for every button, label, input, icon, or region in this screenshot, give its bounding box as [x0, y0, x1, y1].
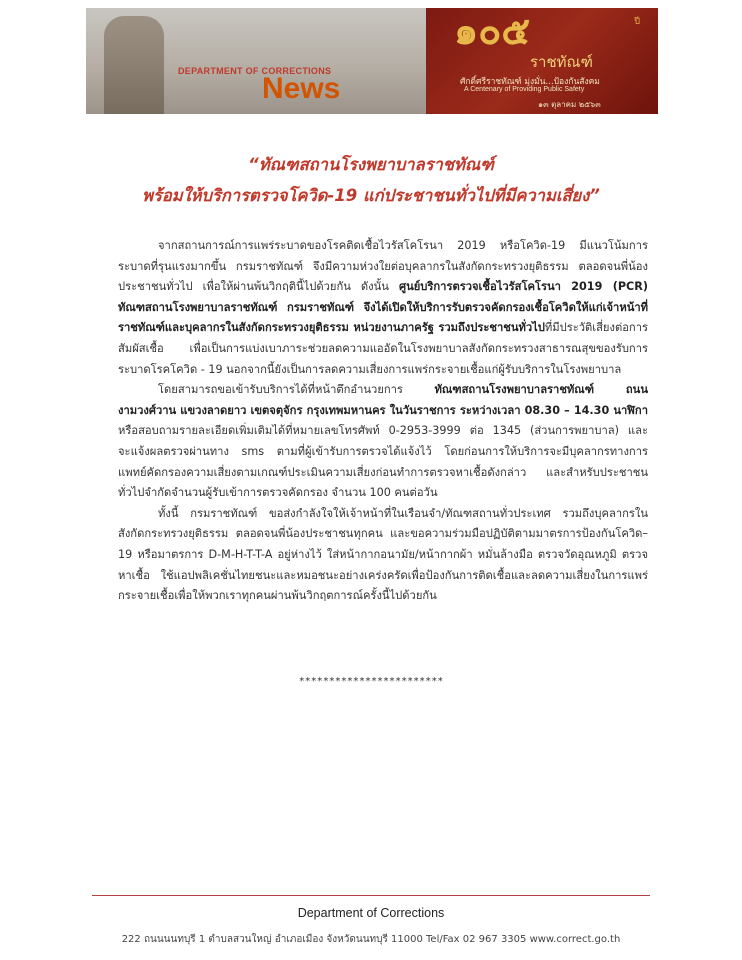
footer-address: 222 ถนนนนทบุรี 1 ตำบลสวนใหญ่ อำเภอเมือง จังหวัดนนทบุรี 11000 Tel/Fax 02 967 3305 www.correct.go.th: [121, 934, 621, 945]
headline-line-1: “ทัณฑสถานโรงพยาบาลราชทัณฑ์: [248, 155, 494, 174]
motto: ศักดิ์ศรีราชทัณฑ์ มุ่งมั่น...ป้องกันสังคม: [460, 77, 600, 87]
centenary-tagline: A Centenary of Providing Public Safety: [464, 86, 585, 93]
header-banner: [86, 8, 658, 114]
footer-divider: [92, 895, 650, 896]
footer-department: Department of Corrections: [297, 906, 445, 920]
paragraph-2: [118, 380, 648, 504]
banner-date: ๑๓ ตุลาคม ๒๕๖๓: [538, 100, 601, 109]
anniversary-logo: [426, 8, 658, 114]
p2-rest: หรือสอบถามรายละเอียดเพิ่มเติมได้ที่หมายเลขโทรศัพท์ 0-2953-3999 ต่อ 1345 (ส่วนการพยาบาล) และจะแจ้งผลตรวจผ่านทาง sms ตามที่ผู้เข้ารับการตรวจได้แจ้งไว้ โดยก่อนการให้บริการจะมีบุคลากรทางการแพทย์คัดกรองความเสี่ยงตามเกณฑ์ประเมินความเสี่ยงก่อนทำการตรวจหาเชื้อดังกล่าว และสำหรับประชาชนทั่วไปจำกัดจำนวนผู้รับเข้าการตรวจคัดกรอง จำนวน 100 คนต่อวัน: [118, 424, 648, 500]
news-banner: [86, 8, 426, 114]
headline-line-2: พร้อมให้บริการตรวจโควิด-19 แก่ประชาชนทั่วไปที่มีความเสี่ยง”: [142, 186, 600, 205]
anniversary-number: ๑๐๕: [454, 8, 531, 53]
paragraph-3: ทั้งนี้ กรมราชทัณฑ์ ขอส่งกำลังใจให้เจ้าหน้าที่ในเรือนจำ/ทัณฑสถานทั่วประเทศ รวมถึงบุคลากรในสังกัดกระทรวงยุติธรรม ตลอดจนพี่น้องประชาชนทุกคน และขอความร่วมมือปฏิบัติตามมาตรการป้องกันโควิด–19 หรือมาตรการ D-M-H-T-T-A อยู่ห่างไว้ ใส่หน้ากากอนามัย/หน้ากากผ้า หมั่นล้างมือ ตรวจวัดอุณหภูมิ ตรวจหาเชื้อ ใช้แอปพลิเคชั่นไทยชนะและหมอชนะอย่างเคร่งครัดเพื่อป้องกันการติดเชื้อและลดความเสี่ยงในการแพร่กระจายเชื้อเพื่อให้พวกเราทุกคนผ่านพ้นวิกฤตการณ์ครั้งนี้ไปด้วยกัน: [118, 506, 648, 603]
article-body: [118, 236, 648, 607]
anniversary-superscript: ปี: [634, 17, 640, 27]
p2-bold: ทัณฑสถานโรงพยาบาลราชทัณฑ์ ถนนงามวงศ์วาน แขวงลาดยาว เขตจตุจักร กรุงเทพมหานคร ในวันราชการ ระหว่างเวลา 08.30 – 14.30 นาฬิกา: [118, 383, 648, 417]
p1-rest: ที่มีประวัติเสี่ยงต่อการสัมผัสเชื้อ เพื่อเป็นการแบ่งเบาภาระช่วยลดความแออัดในโรงพยาบาลสังกัดกระทรวงสาธารณสุขของรับการระบาดโรคโควิด - 19 นอกจากนี้ยังเป็นการลดความเสี่ยงการแพร่กระจายเชื้อแก่ผู้รับบริการในโรงพยาบาล: [118, 321, 648, 376]
org-name: ราชทัณฑ์: [530, 53, 593, 71]
separator: ************************: [298, 676, 444, 687]
paragraph-1: [118, 236, 648, 380]
p1-bold: ศูนย์บริการตรวจเชื้อไวรัสโคโรนา 2019 (PCR) ทัณฑสถานโรงพยาบาลราชทัณฑ์ กรมราชทัณฑ์ จึงได้เปิดให้บริการรับตรวจคัดกรองเชื้อโควิดให้แก่เจ้าหน้าที่ราชทัณฑ์และบุคลากรในสังกัดกระทรวงยุติธรรม หน่วยงานภาครัฐ รวมถึงประชาชนทั่วไป: [118, 280, 648, 335]
p1-intro: จากสถานการณ์การแพร่ระบาดของโรคติดเชื้อไวรัสโคโรนา 2019 หรือโควิด-19 มีแนวโน้มการระบาดที่รุนแรงมากขึ้น กรมราชทัณฑ์ จึงมีความห่วงใยต่อบุคลากรในสังกัดกระทรวงยุติธรรม ตลอดจนพี่น้องประชาชนทั่วไป เพื่อให้ผ่านพ้นวิกฤตินี้ไปด้วยกัน ดังนั้น: [118, 239, 648, 294]
banner-department: DEPARTMENT OF CORRECTIONS: [178, 66, 332, 76]
p2-intro: โดยสามารถขอเข้ารับบริการได้ที่หน้าตึกอำนวยการ: [158, 383, 435, 397]
statue-image: [104, 16, 164, 114]
banner-news: News: [262, 72, 341, 105]
